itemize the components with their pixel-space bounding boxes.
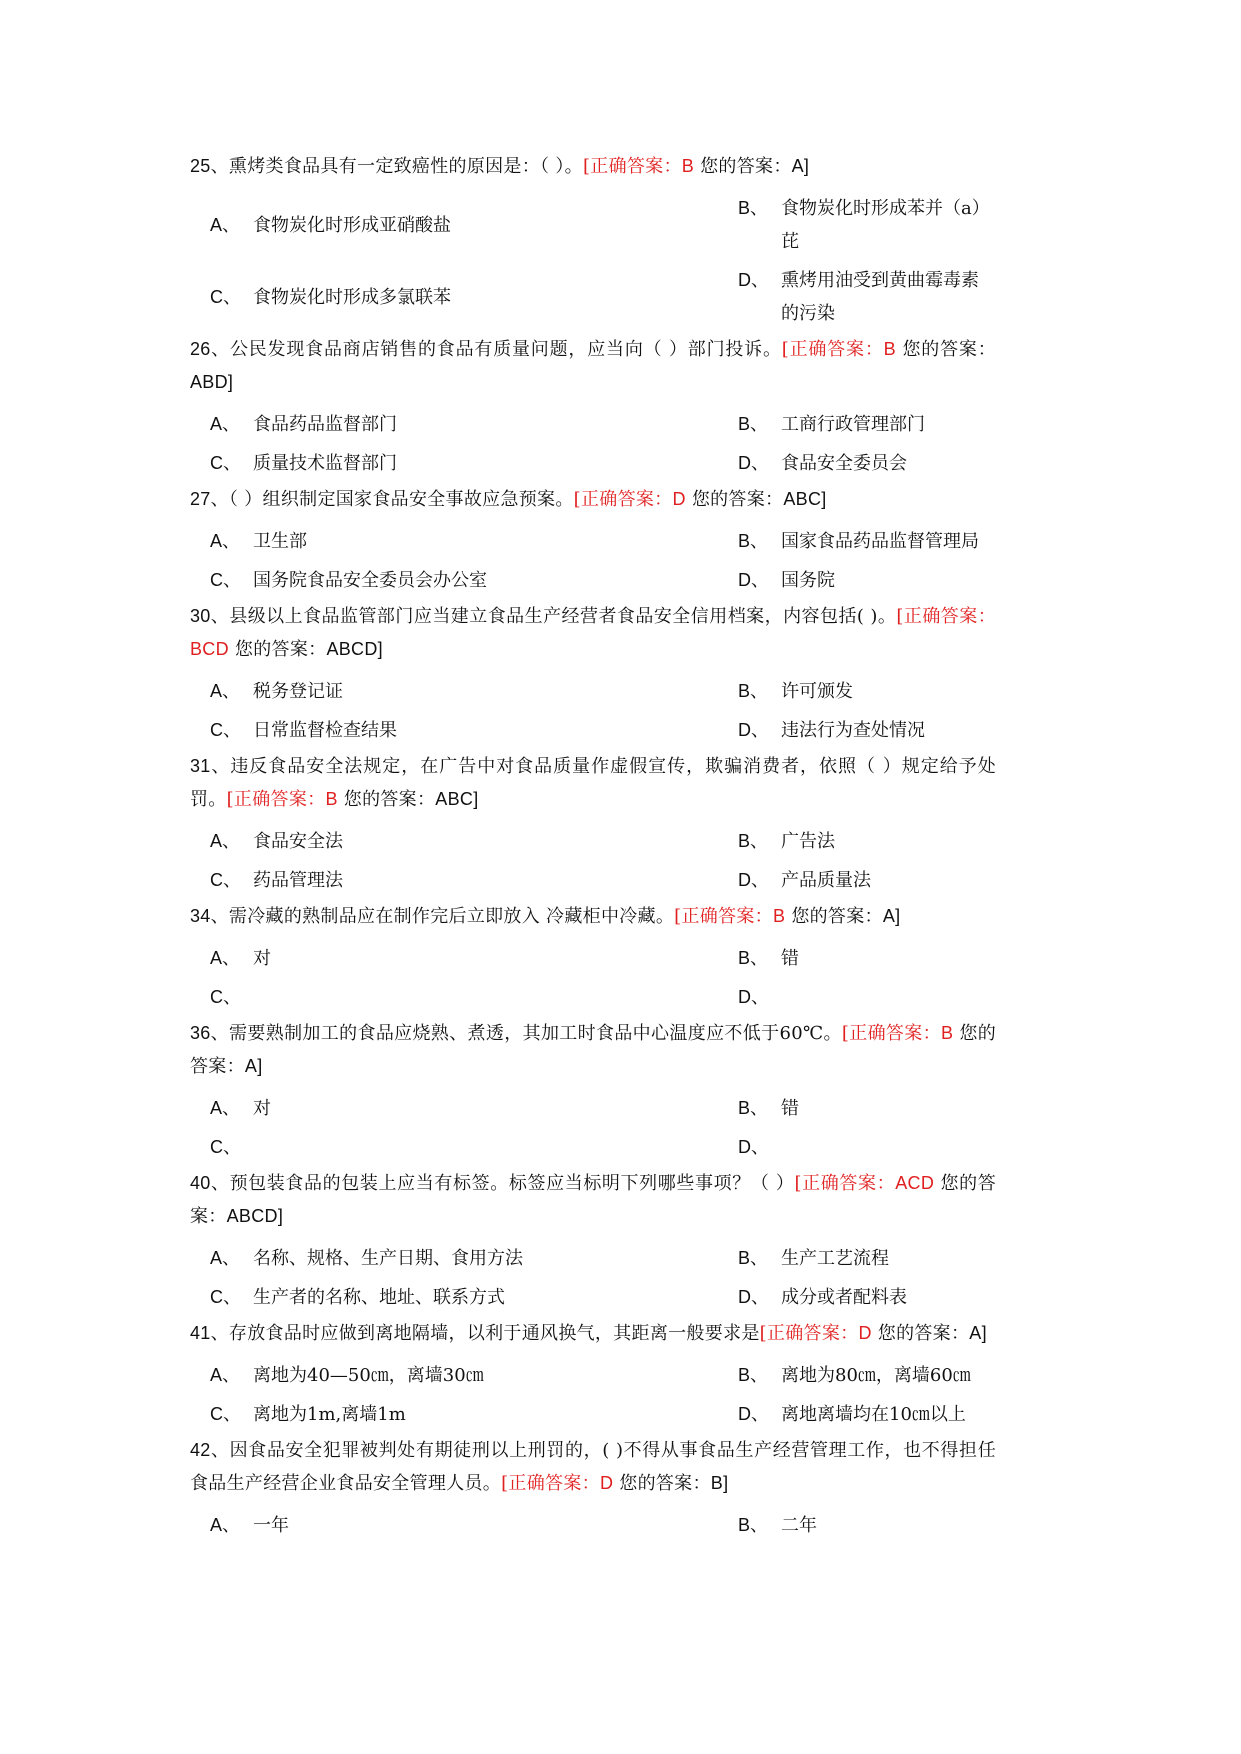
option-letter: D、 xyxy=(738,270,769,290)
question-number: 36、 xyxy=(190,1023,230,1043)
question-number: 40、 xyxy=(190,1173,230,1193)
option-text: 成分或者配料表 xyxy=(781,1287,907,1308)
option-letter: D、 xyxy=(738,987,769,1007)
option-letter: A、 xyxy=(210,1098,241,1118)
correct-answer-value: B xyxy=(325,789,338,809)
question-number: 27、 xyxy=(190,489,229,509)
correct-answer-label: [正确答案： xyxy=(226,789,326,810)
option-text: 广告法 xyxy=(781,831,835,852)
option-d xyxy=(738,1128,996,1167)
question-number: 26、 xyxy=(190,339,230,359)
option-c xyxy=(190,711,738,750)
correct-answer-value: BCD xyxy=(190,639,229,659)
correct-answer-label: [正确答案： xyxy=(582,156,682,177)
correct-answer-value: B xyxy=(940,1023,954,1043)
option-c xyxy=(190,561,738,600)
option-a xyxy=(190,1506,738,1545)
options-grid xyxy=(190,522,996,600)
question-number: 42、 xyxy=(190,1440,230,1460)
option-letter: D、 xyxy=(738,453,769,473)
option-text: 熏烤用油受到黄曲霉毒素的污染 xyxy=(781,270,979,324)
your-answer-label: 您的答案： xyxy=(613,1473,711,1494)
option-text: 产品质量法 xyxy=(781,870,871,891)
your-answer-value: A] xyxy=(882,906,901,926)
option-a xyxy=(190,405,738,444)
question-text xyxy=(190,750,996,816)
option-d xyxy=(738,1278,996,1317)
option-text: 食物炭化时形成多氯联苯 xyxy=(253,286,451,308)
question-number: 41、 xyxy=(190,1323,229,1343)
question-text xyxy=(190,483,996,516)
your-answer-value: B] xyxy=(710,1473,729,1493)
question-stem: 存放食品时应做到离地隔墙，以利于通风换气，其距离一般要求是 xyxy=(228,1323,760,1344)
question-5 xyxy=(190,900,996,1017)
option-d xyxy=(738,1395,996,1434)
option-text: 食品安全法 xyxy=(253,831,343,852)
option-c xyxy=(190,278,738,317)
option-text: 食品安全委员会 xyxy=(781,453,907,474)
option-letter: B、 xyxy=(738,531,769,551)
option-text: 质量技术监督部门 xyxy=(253,453,397,474)
option-letter: D、 xyxy=(738,1404,769,1424)
question-text xyxy=(190,900,996,933)
question-number: 30、 xyxy=(190,606,230,626)
option-b xyxy=(738,1506,996,1545)
question-0 xyxy=(190,150,996,333)
option-a xyxy=(190,1089,738,1128)
question-list xyxy=(190,150,996,1545)
option-letter: C、 xyxy=(210,720,241,740)
option-b xyxy=(738,405,996,444)
option-letter: A、 xyxy=(210,948,241,968)
options-grid xyxy=(190,1239,996,1317)
option-a xyxy=(190,1356,738,1395)
option-a xyxy=(190,822,738,861)
option-text: 离地为1m,离墙1m xyxy=(253,1404,406,1425)
options-grid xyxy=(190,1356,996,1434)
option-a xyxy=(190,1239,738,1278)
your-answer-value: ABC] xyxy=(783,489,827,509)
correct-answer-value: D xyxy=(599,1473,614,1493)
your-answer-label: 您的答案： xyxy=(785,906,883,927)
option-text: 二年 xyxy=(781,1515,817,1536)
correct-answer-value: D xyxy=(672,489,686,509)
option-b xyxy=(738,1089,996,1128)
question-stem: 因食品安全犯罪被判处有期徒刑以上刑罚的，( )不得从事食品生产经营管理工作，也不得担任食品生产经营企业食品安全管理人员。 xyxy=(190,1440,996,1494)
option-text: 税务登记证 xyxy=(253,681,343,702)
option-letter: C、 xyxy=(210,453,241,473)
correct-answer-label: [正确答案： xyxy=(759,1323,859,1344)
option-letter: B、 xyxy=(738,1248,769,1268)
option-letter: C、 xyxy=(210,1404,241,1424)
your-answer-value: A] xyxy=(969,1323,987,1343)
question-stem: 熏烤类食品具有一定致癌性的原因是：（ ）。 xyxy=(228,156,583,177)
question-stem: 需冷藏的熟制品应在制作完后立即放入 冷藏柜中冷藏。 xyxy=(228,906,675,927)
option-text: 食物炭化时形成亚硝酸盐 xyxy=(253,214,451,236)
question-stem: 预包装食品的包装上应当有标签。标签应当标明下列哪些事项？（ ） xyxy=(229,1173,795,1194)
option-letter: D、 xyxy=(738,720,769,740)
option-text: 许可颁发 xyxy=(781,681,853,702)
question-1 xyxy=(190,333,996,483)
your-answer-label: 您的答案： xyxy=(228,639,327,660)
your-answer-value: A] xyxy=(244,1056,263,1076)
option-text: 错 xyxy=(781,948,799,969)
your-answer-label: 您的答案： xyxy=(190,1173,997,1227)
question-number: 34、 xyxy=(190,906,229,926)
correct-answer-value: B xyxy=(883,339,896,359)
option-text: 食物炭化时形成苯并（a）芘 xyxy=(781,198,990,252)
option-letter: C、 xyxy=(210,1287,241,1307)
option-letter: A、 xyxy=(210,414,241,434)
option-letter: B、 xyxy=(738,831,769,851)
option-b xyxy=(738,822,996,861)
your-answer-label: 您的答案： xyxy=(337,789,436,810)
question-3 xyxy=(190,600,996,750)
question-9 xyxy=(190,1434,996,1545)
option-text: 一年 xyxy=(253,1515,289,1536)
question-stem: 县级以上食品监管部门应当建立食品生产经营者食品安全信用档案，内容包括( )。 xyxy=(229,606,897,627)
option-letter: B、 xyxy=(738,681,769,701)
question-text xyxy=(190,600,996,666)
option-letter: C、 xyxy=(210,870,241,890)
option-letter: B、 xyxy=(738,414,769,434)
option-letter: A、 xyxy=(210,1248,241,1268)
option-text: 国务院 xyxy=(781,570,835,591)
option-letter: A、 xyxy=(210,531,241,551)
option-c xyxy=(190,1278,738,1317)
correct-answer-label: [正确答案： xyxy=(896,606,997,627)
option-letter: A、 xyxy=(210,214,241,235)
option-text: 日常监督检查结果 xyxy=(253,720,397,741)
option-letter: C、 xyxy=(210,987,241,1007)
option-b xyxy=(738,189,996,261)
option-text: 违法行为查处情况 xyxy=(781,720,925,741)
options-grid xyxy=(190,1089,996,1167)
option-letter: C、 xyxy=(210,1137,241,1157)
correct-answer-value: ACD xyxy=(895,1173,935,1193)
question-text xyxy=(190,1317,996,1350)
question-text xyxy=(190,333,996,399)
your-answer-value: A] xyxy=(791,156,810,176)
option-text: 对 xyxy=(253,948,271,969)
correct-answer-value: B xyxy=(772,906,786,926)
correct-answer-value: D xyxy=(858,1323,872,1343)
option-text: 食品药品监督部门 xyxy=(253,414,397,435)
option-b xyxy=(738,939,996,978)
option-letter: B、 xyxy=(738,1098,769,1118)
options-grid xyxy=(190,189,996,333)
option-letter: D、 xyxy=(738,870,769,890)
option-d xyxy=(738,444,996,483)
your-answer-label: 您的答案： xyxy=(871,1323,970,1344)
option-letter: D、 xyxy=(738,1287,769,1307)
option-b xyxy=(738,1356,996,1395)
option-d xyxy=(738,861,996,900)
option-letter: B、 xyxy=(738,948,769,968)
option-text: 对 xyxy=(253,1098,271,1119)
question-number: 25、 xyxy=(190,156,229,176)
question-7 xyxy=(190,1167,996,1317)
your-answer-label: 您的答案： xyxy=(694,156,792,177)
question-4 xyxy=(190,750,996,900)
option-text: 卫生部 xyxy=(253,531,307,552)
option-text: 药品管理法 xyxy=(253,870,343,891)
your-answer-label: 您的答案： xyxy=(190,1023,997,1077)
correct-answer-value: B xyxy=(681,156,695,176)
question-text xyxy=(190,1017,996,1083)
option-c xyxy=(190,978,738,1017)
your-answer-value: ABCD] xyxy=(326,639,383,659)
option-letter: A、 xyxy=(210,1365,241,1385)
correct-answer-label: [正确答案： xyxy=(674,906,773,927)
option-c xyxy=(190,444,738,483)
option-text: 国务院食品安全委员会办公室 xyxy=(253,570,487,591)
option-letter: B、 xyxy=(738,198,769,218)
question-text xyxy=(190,1434,996,1500)
question-text xyxy=(190,150,996,183)
question-text xyxy=(190,1167,996,1233)
option-c xyxy=(190,861,738,900)
correct-answer-label: [正确答案： xyxy=(781,339,884,360)
options-grid xyxy=(190,1506,996,1545)
option-a xyxy=(190,522,738,561)
your-answer-value: ABCD] xyxy=(226,1206,284,1226)
option-text: 错 xyxy=(781,1098,799,1119)
option-text: 工商行政管理部门 xyxy=(781,414,925,435)
option-letter: D、 xyxy=(738,570,769,590)
option-d xyxy=(738,711,996,750)
option-letter: A、 xyxy=(210,831,241,851)
correct-answer-label: [正确答案： xyxy=(501,1473,600,1494)
option-letter: B、 xyxy=(738,1515,769,1535)
option-letter: B、 xyxy=(738,1365,769,1385)
correct-answer-label: [正确答案： xyxy=(794,1173,896,1194)
option-text: 生产者的名称、地址、联系方式 xyxy=(253,1287,505,1308)
question-2 xyxy=(190,483,996,600)
option-a xyxy=(190,672,738,711)
option-d xyxy=(738,261,996,333)
option-a xyxy=(190,939,738,978)
option-text: 离地离墙均在10㎝以上 xyxy=(781,1404,966,1425)
your-answer-value: ABD] xyxy=(190,372,234,392)
your-answer-label: 您的答案： xyxy=(895,339,997,360)
option-d xyxy=(738,978,996,1017)
option-b xyxy=(738,672,996,711)
your-answer-value: ABC] xyxy=(435,789,479,809)
option-a xyxy=(190,206,738,245)
options-grid xyxy=(190,822,996,900)
question-6 xyxy=(190,1017,996,1167)
options-grid xyxy=(190,405,996,483)
question-stem: 公民发现食品商店销售的食品有质量问题，应当向（ ）部门投诉。 xyxy=(229,339,782,360)
option-letter: C、 xyxy=(210,286,241,307)
options-grid xyxy=(190,939,996,1017)
correct-answer-label: [正确答案： xyxy=(573,489,673,510)
question-number: 31、 xyxy=(190,756,231,776)
correct-answer-label: [正确答案： xyxy=(841,1023,941,1044)
option-text: 离地为80㎝，离墙60㎝ xyxy=(781,1365,971,1386)
option-d xyxy=(738,561,996,600)
option-text: 生产工艺流程 xyxy=(781,1248,889,1269)
option-letter: A、 xyxy=(210,681,241,701)
question-stem: 需要熟制加工的食品应烧熟、煮透，其加工时食品中心温度应不低于60℃。 xyxy=(229,1023,842,1044)
option-b xyxy=(738,1239,996,1278)
question-8 xyxy=(190,1317,996,1434)
option-letter: D、 xyxy=(738,1137,769,1157)
option-letter: A、 xyxy=(210,1515,241,1535)
option-text: 名称、规格、生产日期、食用方法 xyxy=(253,1248,523,1269)
option-text: 国家食品药品监督管理局 xyxy=(781,531,979,552)
your-answer-label: 您的答案： xyxy=(685,489,784,510)
question-stem: （ ）组织制定国家食品安全事故应急预案。 xyxy=(228,489,574,510)
option-letter: C、 xyxy=(210,570,241,590)
option-text: 离地为40—50㎝，离墙30㎝ xyxy=(253,1365,484,1386)
option-c xyxy=(190,1128,738,1167)
options-grid xyxy=(190,672,996,750)
option-c xyxy=(190,1395,738,1434)
question-stem: 违反食品安全法规定，在广告中对食品质量作虚假宣传，欺骗消费者，依照（ ）规定给予处罚。 xyxy=(190,756,996,810)
option-b xyxy=(738,522,996,561)
